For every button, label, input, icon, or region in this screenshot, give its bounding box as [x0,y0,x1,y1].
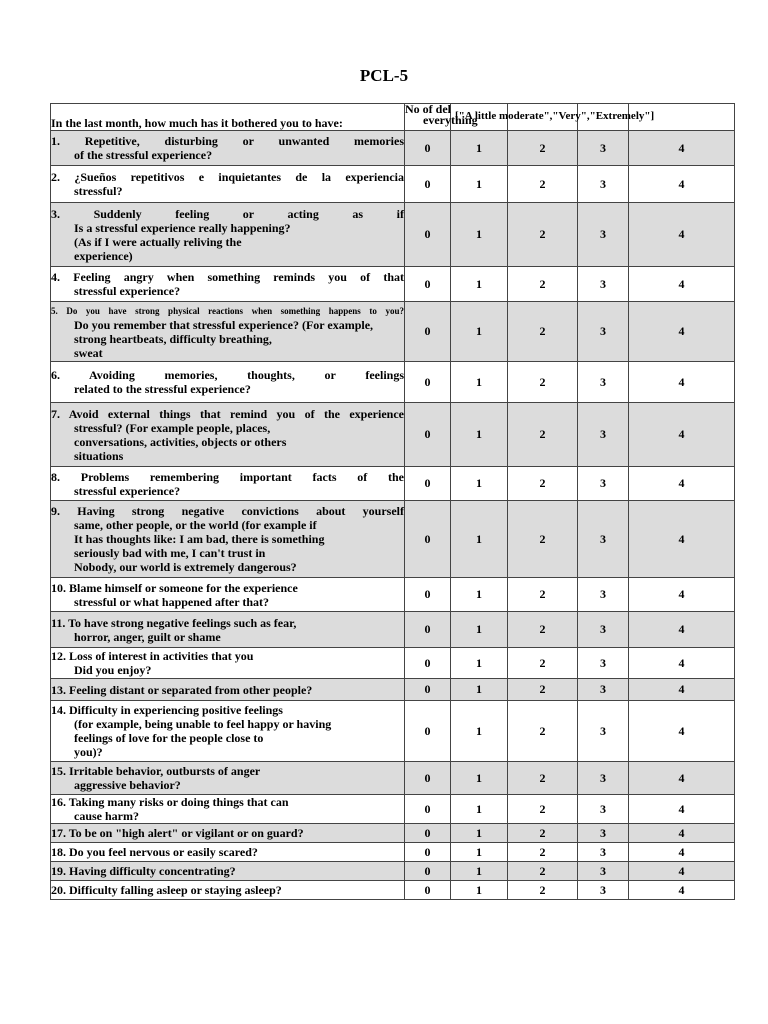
score-option-0[interactable]: 0 [405,578,451,612]
score-option-0[interactable]: 0 [405,131,451,166]
question-line: 14. Difficulty in experiencing positive feelings [51,703,283,717]
score-option-4[interactable]: 4 [629,501,735,578]
table-row [51,203,735,267]
question-text [51,762,405,795]
score-option-4[interactable]: 4 [629,679,735,701]
score-option-2[interactable]: 2 [508,679,578,701]
score-option-3[interactable]: 3 [578,501,629,578]
score-option-4[interactable]: 4 [629,612,735,648]
question-line: 7. Avoid external things that remind you of the experience [51,406,404,421]
score-option-0[interactable]: 0 [405,648,451,679]
question-line: horror, anger, guilt or shame [74,629,221,644]
question-line: sweat [74,345,103,360]
score-option-4[interactable]: 4 [629,824,735,843]
question-text [51,881,405,900]
score-option-0[interactable]: 0 [405,795,451,824]
score-option-2[interactable]: 2 [508,203,578,267]
question-text [51,403,405,467]
score-option-1[interactable]: 1 [451,131,508,166]
question-line: 13. Feeling distant or separated from other people? [51,682,313,697]
question-line: 2. ¿Sueños repetitivos e inquietantes de la experiencia [51,170,404,184]
score-option-2[interactable]: 2 [508,701,578,762]
score-option-1[interactable]: 1 [451,166,508,203]
score-option-0[interactable]: 0 [405,679,451,701]
score-option-3[interactable]: 3 [578,131,629,166]
score-option-3[interactable]: 3 [578,362,629,403]
score-option-0[interactable]: 0 [405,862,451,881]
question-line: (As if I were actually reliving the [74,234,242,249]
score-option-1[interactable]: 1 [451,501,508,578]
question-line: stressful? (For example people, places, [74,420,271,435]
question-text [51,501,405,578]
question-line: related to the stressful experience? [74,382,251,396]
score-option-4[interactable]: 4 [629,578,735,612]
question-line: experience) [74,248,133,263]
score-option-4[interactable]: 4 [629,795,735,824]
score-option-1[interactable]: 1 [451,467,508,501]
question-text [51,612,405,648]
score-option-4[interactable]: 4 [629,467,735,501]
question-text [51,131,405,166]
header-col0-line1: No of del [405,102,451,116]
score-option-2[interactable]: 2 [508,795,578,824]
score-option-2[interactable]: 2 [508,648,578,679]
score-option-1[interactable]: 1 [451,795,508,824]
score-option-2[interactable]: 2 [508,762,578,795]
score-option-3[interactable]: 3 [578,612,629,648]
score-option-3[interactable]: 3 [578,648,629,679]
score-option-1[interactable]: 1 [451,302,508,362]
score-option-4[interactable]: 4 [629,648,735,679]
score-option-1[interactable]: 1 [451,762,508,795]
table-row [51,648,735,679]
score-option-1[interactable]: 1 [451,679,508,701]
table-row [51,612,735,648]
table-row [51,467,735,501]
score-option-1[interactable]: 1 [451,881,508,900]
question-line: feelings of love for the people close to [74,731,264,745]
question-line: 18. Do you feel nervous or easily scared? [51,845,258,859]
score-option-3[interactable]: 3 [578,843,629,862]
question-text [51,578,405,612]
score-option-4[interactable]: 4 [629,362,735,403]
question-line: (for example, being unable to feel happy or having [74,717,332,731]
score-option-0[interactable]: 0 [405,267,451,302]
score-option-0[interactable]: 0 [405,467,451,501]
question-line: stressful experience? [74,483,181,498]
score-option-0[interactable]: 0 [405,612,451,648]
question-line: 15. Irritable behavior, outbursts of anger [51,764,261,778]
score-option-0[interactable]: 0 [405,843,451,862]
score-option-3[interactable]: 3 [578,679,629,701]
score-option-0[interactable]: 0 [405,762,451,795]
question-text [51,795,405,824]
question-line: 6. Avoiding memories, thoughts, or feelings [51,368,404,382]
score-option-4[interactable]: 4 [629,302,735,362]
question-line: aggressive behavior? [74,778,181,792]
score-option-4[interactable]: 4 [629,762,735,795]
score-option-1[interactable]: 1 [451,862,508,881]
question-line: 9. Having strong negative convictions about yourself [51,504,404,518]
score-option-0[interactable]: 0 [405,701,451,762]
question-line: 8. Problems remembering important facts of the [51,469,404,484]
header-row [51,104,735,131]
score-option-3[interactable]: 3 [578,166,629,203]
score-option-4[interactable]: 4 [629,203,735,267]
score-option-0[interactable]: 0 [405,501,451,578]
question-line: Nobody, our world is extremely dangerous? [74,560,297,574]
question-line: 20. Difficulty falling asleep or staying asleep? [51,883,282,897]
question-text [51,824,405,843]
score-option-0[interactable]: 0 [405,881,451,900]
question-line: situations [74,448,124,463]
question-line: It has thoughts like: I am bad, there is something [74,532,325,546]
score-option-1[interactable]: 1 [451,578,508,612]
table-row [51,862,735,881]
score-option-2[interactable]: 2 [508,862,578,881]
question-line: same, other people, or the world (for example if [74,518,317,532]
question-text [51,267,405,302]
question-line: 1. Repetitive, disturbing or unwanted memories [51,134,404,148]
question-text [51,362,405,403]
question-text [51,862,405,881]
score-option-1[interactable]: 1 [451,701,508,762]
table-row [51,578,735,612]
question-text [51,701,405,762]
score-option-3[interactable]: 3 [578,824,629,843]
score-option-2[interactable]: 2 [508,501,578,578]
question-text [51,679,405,701]
score-option-0[interactable]: 0 [405,166,451,203]
question-text [51,467,405,501]
question-text [51,648,405,679]
score-option-3[interactable]: 3 [578,862,629,881]
table-row [51,501,735,578]
header-options: ["A little moderate","Very","Extremely"] [455,110,655,122]
table-row [51,362,735,403]
table-row [51,843,735,862]
score-option-4[interactable]: 4 [629,862,735,881]
score-option-4[interactable]: 4 [629,701,735,762]
score-option-3[interactable]: 3 [578,762,629,795]
question-line: you)? [74,745,103,759]
score-option-3[interactable]: 3 [578,302,629,362]
question-line: Do you remember that stressful experience? (For example, [74,317,374,332]
table-row [51,795,735,824]
score-option-3[interactable]: 3 [578,203,629,267]
score-option-0[interactable]: 0 [405,302,451,362]
score-option-1[interactable]: 1 [451,824,508,843]
score-option-3[interactable]: 3 [578,403,629,467]
score-option-2[interactable]: 2 [508,302,578,362]
header-question: In the last month, how much has it bothered you to have: [51,104,405,131]
score-option-2[interactable]: 2 [508,578,578,612]
score-option-3[interactable]: 3 [578,467,629,501]
score-option-3[interactable]: 3 [578,701,629,762]
score-option-4[interactable]: 4 [629,166,735,203]
score-option-2[interactable]: 2 [508,881,578,900]
question-line: cause harm? [74,809,139,823]
header-col-1 [451,104,655,131]
score-option-0[interactable]: 0 [405,403,451,467]
score-option-3[interactable]: 3 [578,578,629,612]
score-option-2[interactable]: 2 [508,612,578,648]
question-line: Is a stressful experience really happening? [74,220,291,235]
question-line: 3. Suddenly feeling or acting as if [51,206,404,221]
score-option-2[interactable]: 2 [508,843,578,862]
table-row [51,403,735,467]
question-line: strong heartbeats, difficulty breathing, [74,331,272,346]
header-col-0 [405,102,478,131]
score-option-1[interactable]: 1 [451,362,508,403]
score-option-3[interactable]: 3 [578,267,629,302]
score-option-1[interactable]: 1 [451,612,508,648]
question-line: 10. Blame himself or someone for the experience [51,580,298,595]
score-option-1[interactable]: 1 [451,267,508,302]
question-text [51,203,405,267]
question-line: 11. To have strong negative feelings such as fear, [51,615,297,630]
question-text [51,843,405,862]
score-option-0[interactable]: 0 [405,824,451,843]
question-text [51,166,405,203]
question-line: 16. Taking many risks or doing things that can [51,795,289,809]
page-title: PCL-5 [359,66,409,85]
score-option-0[interactable]: 0 [405,362,451,403]
score-option-4[interactable]: 4 [629,131,735,166]
score-option-3[interactable]: 3 [578,881,629,900]
header-col0-line2: everything [423,113,478,127]
score-option-1[interactable]: 1 [451,648,508,679]
score-option-4[interactable]: 4 [629,267,735,302]
score-option-4[interactable]: 4 [629,843,735,862]
question-line: stressful or what happened after that? [74,594,270,609]
score-option-1[interactable]: 1 [451,203,508,267]
table-row [51,302,735,362]
question-line: conversations, activities, objects or others [74,434,287,449]
question-line: of the stressful experience? [74,148,213,162]
score-option-2[interactable]: 2 [508,131,578,166]
score-option-2[interactable]: 2 [508,166,578,203]
table-row [51,701,735,762]
table-row [51,166,735,203]
score-option-4[interactable]: 4 [629,881,735,900]
question-line: 5. Do you have strong physical reactions when something happens to you? [51,305,404,316]
table-row [51,679,735,701]
question-line: 4. Feeling angry when something reminds you of that [51,270,404,284]
question-line: 12. Loss of interest in activities that you [51,649,254,663]
table-row [51,267,735,302]
pcl5-table [50,103,735,900]
question-line: stressful experience? [74,284,181,298]
table-row [51,131,735,166]
score-option-1[interactable]: 1 [451,403,508,467]
question-line: 17. To be on "high alert" or vigilant or on guard? [51,826,304,840]
table-row [51,824,735,843]
score-option-0[interactable]: 0 [405,203,451,267]
question-line: seriously bad with me, I can't trust in [74,546,266,560]
question-line: Did you enjoy? [74,663,152,677]
table-row [51,762,735,795]
score-option-2[interactable]: 2 [508,824,578,843]
score-option-3[interactable]: 3 [578,795,629,824]
score-option-2[interactable]: 2 [508,267,578,302]
table-row [51,881,735,900]
score-option-1[interactable]: 1 [451,843,508,862]
score-option-2[interactable]: 2 [508,403,578,467]
score-option-2[interactable]: 2 [508,362,578,403]
score-option-2[interactable]: 2 [508,467,578,501]
question-line: 19. Having difficulty concentrating? [51,864,236,878]
score-option-4[interactable]: 4 [629,403,735,467]
question-text [51,302,405,362]
question-line: stressful? [74,184,123,198]
